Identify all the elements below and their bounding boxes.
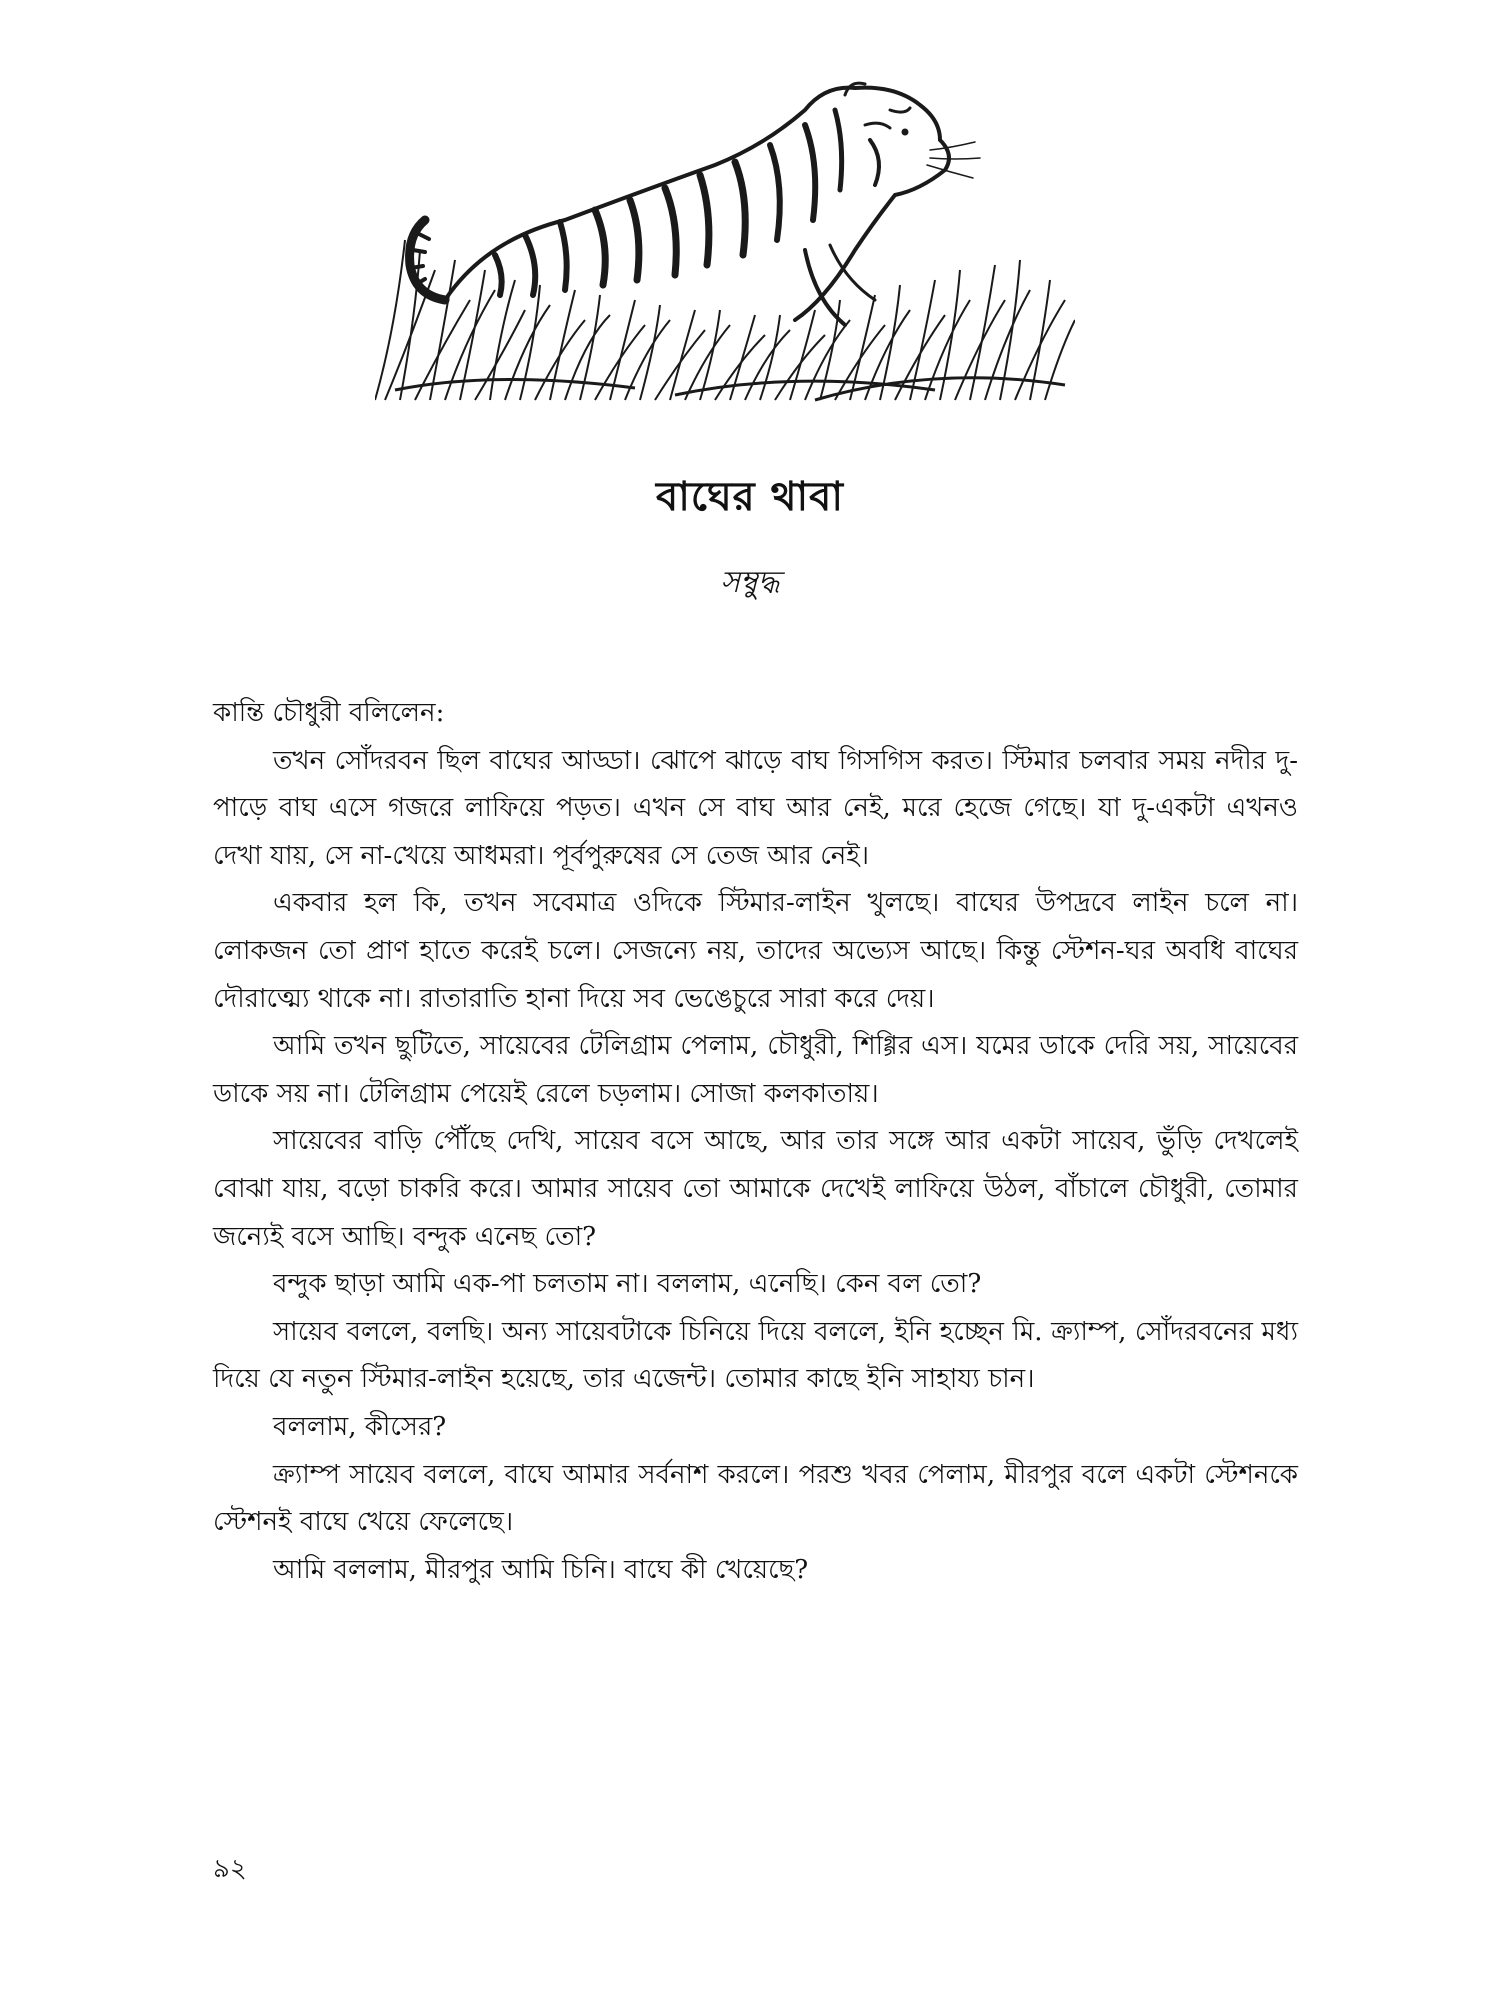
paragraph: একবার হল কি, তখন সবেমাত্র ওদিকে স্টিমার-লাইন খুলছে। বাঘের উপদ্রবে লাইন চলে না। লোকজন তো প্রাণ হাতে করেই চলে। সেজন্যে নয়, তাদের অভ্যেস আছে। কিন্তু স্টেশন-ঘর অবধি বাঘের দৌরাত্ম্যে থাকে না। রাতারাতি হানা দিয়ে সব ভেঙেচুরে সারা করে দেয়। (213, 888, 1298, 1014)
paragraph: বললাম, কীসের? (273, 1411, 447, 1442)
paragraph: আমি বললাম, মীরপুর আমি চিনি। বাঘে কী খেয়েছে? (273, 1554, 809, 1585)
paragraph: তখন সোঁদরবন ছিল বাঘের আড্ডা। ঝোপে ঝাড়ে বাঘ গিসগিস করত। স্টিমার চলবার সময় নদীর দু-পাড়ে বাঘ এসে গজরে লাফিয়ে পড়ত। এখন সে বাঘ আর নেই, মরে হেজে গেছে। যা দু-একটা এখনও দেখা যায়, সে না-খেয়ে আধমরা। পূর্বপুরুষের সে তেজ আর নেই। (213, 745, 1298, 871)
paragraph: আমি তখন ছুটিতে, সায়েবের টেলিগ্রাম পেলাম, চৌধুরী, শিগ্গির এস। যমের ডাকে দেরি সয়, সায়েবের ডাকে সয় না। টেলিগ্রাম পেয়েই রেলে চড়লাম। সোজা কলকাতায়। (213, 1031, 1298, 1109)
story-body (213, 690, 1298, 1594)
paragraph: সায়েবের বাড়ি পৌঁছে দেখি, সায়েব বসে আছে, আর তার সঙ্গে আর একটা সায়েব, ভুঁড়ি দেখলেই বোঝা যায়, বড়ো চাকরি করে। আমার সায়েব তো আমাকে দেখেই লাফিয়ে উঠল, বাঁচালে চৌধুরী, তোমার জন্যেই বসে আছি। বন্দুক এনেছ তো? (213, 1126, 1298, 1252)
tiger-illustration (375, 70, 1075, 420)
author-name: সম্বুদ্ধ (720, 565, 780, 600)
paragraph: বন্দুক ছাড়া আমি এক-পা চলতাম না। বললাম, এনেছি। কেন বল তো? (273, 1269, 982, 1300)
paragraph: ক্র্যাম্প সায়েব বললে, বাঘে আমার সর্বনাশ করলে। পরশু খবর পেলাম, মীরপুর বলে একটা স্টেশনকে স্টেশনই বাঘে খেয়ে ফেলেছে। (213, 1459, 1298, 1538)
paragraph: কান্তি চৌধুরী বলিলেন: (213, 698, 445, 728)
paragraph: সায়েব বললে, বলছি। অন্য সায়েবটাকে চিনিয়ে দিয়ে বললে, ইনি হচ্ছেন মি. ক্র্যাম্প, সোঁদরবনের মধ্য দিয়ে যে নতুন স্টিমার-লাইন হয়েছে, তার এজেন্ট। তোমার কাছে ইনি সাহায্য চান। (213, 1316, 1298, 1395)
page-number: ৯২ (213, 1854, 247, 1884)
story-title: বাঘের থাবা (656, 473, 844, 520)
